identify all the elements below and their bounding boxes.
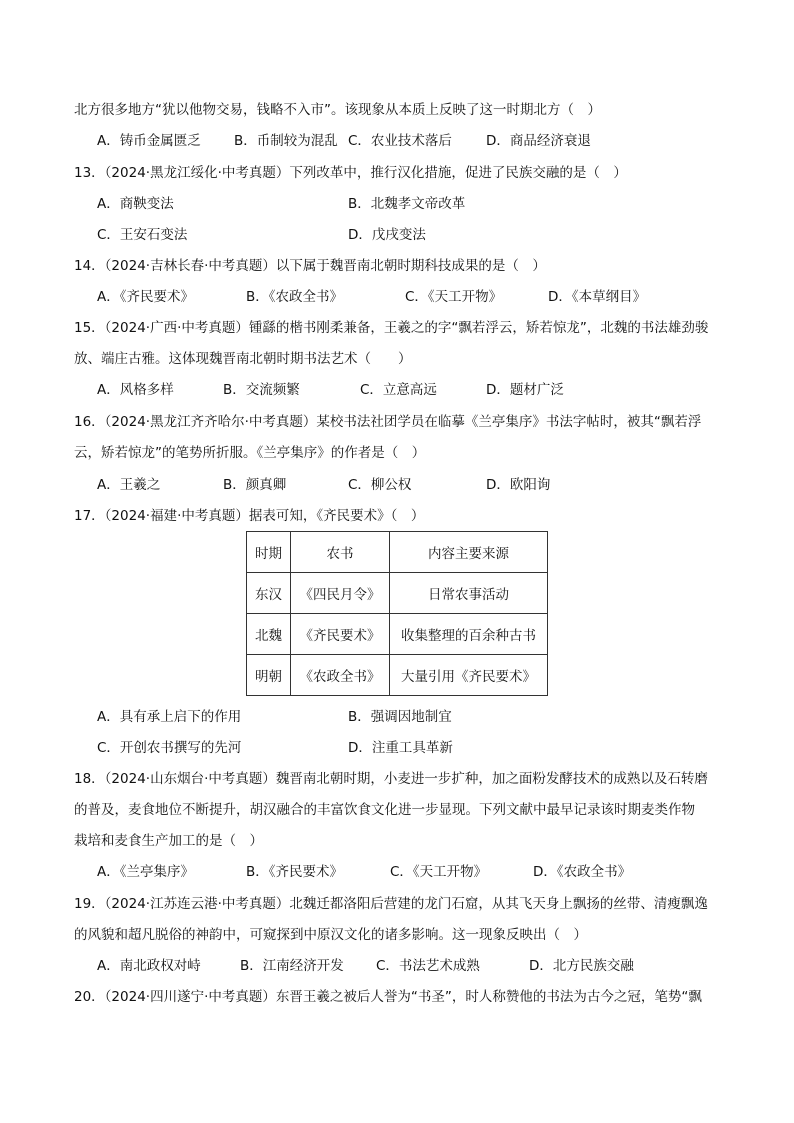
question-20-stem: 20．（2024·四川遂宁·中考真题）东晋王羲之被后人誉为“书圣”，时人称赞他的书法为古今之冠，笔势“飘 <box>74 989 702 1005</box>
question-19-option-b: B．江南经济开发 <box>240 958 344 974</box>
table-cell: 《农政全书》 <box>291 655 390 696</box>
table-header-row <box>247 532 548 573</box>
question-18-option-d: D．《农政全书》 <box>533 864 632 880</box>
question-16-option-a: A．王羲之 <box>97 477 161 493</box>
question-14-option-c: C．《天工开物》 <box>405 289 503 305</box>
question-12-option-a: A．铸币金属匮乏 <box>97 133 201 149</box>
question-15-option-a: A．风格多样 <box>97 382 174 398</box>
question-19-stem-line-2: 的风貌和超凡脱俗的神韵中，可窥探到中原汉文化的诸多影响。这一现象反映出（ ） <box>74 927 587 943</box>
question-12-option-c: C．农业技术落后 <box>348 133 452 149</box>
question-16-option-b: B．颜真卿 <box>223 477 287 493</box>
question-14-stem: 14．（2024·吉林长春·中考真题）以下属于魏晋南北朝时期科技成果的是（ ） <box>74 258 546 274</box>
table-row <box>247 655 548 696</box>
table-cell: 北魏 <box>247 614 291 655</box>
question-14-option-b: B．《农政全书》 <box>246 289 344 305</box>
question-17-option-d: D．注重工具革新 <box>348 740 453 756</box>
question-12-option-d: D．商品经济衰退 <box>486 133 591 149</box>
question-18-option-b: B．《齐民要术》 <box>246 864 344 880</box>
question-18-stem-line-1: 18．（2024·山东烟台·中考真题）魏晋南北朝时期，小麦进一步扩种，加之面粉发酵技术的成熟以及石转磨 <box>74 771 708 787</box>
table-row <box>247 614 548 655</box>
question-19-option-c: C．书法艺术成熟 <box>376 958 480 974</box>
table-cell: 收集整理的百余种古书 <box>390 614 548 655</box>
question-14-option-a: A．《齐民要术》 <box>97 289 194 305</box>
question-17-stem: 17．（2024·福建·中考真题）据表可知，《齐民要术》（ ） <box>74 508 425 524</box>
agriculture-book-table <box>246 531 548 696</box>
question-12-option-b: B．币制较为混乱 <box>234 133 338 149</box>
question-15-option-b: B．交流频繁 <box>223 382 300 398</box>
question-19-stem-line-1: 19．（2024·江苏连云港·中考真题）北魏迁都洛阳后营建的龙门石窟，从其飞天身上飘扬的丝带、清瘦飘逸 <box>74 896 708 912</box>
question-16-stem-line-1: 16．（2024·黑龙江齐齐哈尔·中考真题）某校书法社团学员在临摹《兰亭集序》书法字帖时，被其“飘若浮 <box>74 414 702 430</box>
question-14-option-d: D．《本草纲目》 <box>548 289 647 305</box>
question-13-option-d: D．戊戌变法 <box>348 227 426 243</box>
table-header-cell: 内容主要来源 <box>390 532 548 573</box>
question-17-option-c: C．开创农书撰写的先河 <box>97 740 242 756</box>
table-cell: 日常农事活动 <box>390 573 548 614</box>
question-13-option-c: C．王安石变法 <box>97 227 188 243</box>
question-15-option-d: D．题材广泛 <box>486 382 564 398</box>
table-cell: 东汉 <box>247 573 291 614</box>
table-row <box>247 573 548 614</box>
table-cell: 大量引用《齐民要术》 <box>390 655 548 696</box>
table-header-cell: 农书 <box>291 532 390 573</box>
question-17-option-b: B．强调因地制宜 <box>348 709 452 725</box>
question-18-stem-line-3: 栽培和麦食生产加工的是（ ） <box>74 833 263 849</box>
question-12-stem: 北方很多地方“犹以他物交易，钱略不入市”。该现象从本质上反映了这一时期北方（ ） <box>74 102 601 118</box>
question-16-option-d: D．欧阳询 <box>486 477 551 493</box>
table-header-cell: 时期 <box>247 532 291 573</box>
table-cell: 《齐民要术》 <box>291 614 390 655</box>
question-13-option-a: A．商鞅变法 <box>97 196 174 212</box>
question-17-option-a: A．具有承上启下的作用 <box>97 709 242 725</box>
question-15-option-c: C．立意高远 <box>360 382 437 398</box>
question-15-stem-line-2: 放、端庄古雅。这体现魏晋南北朝时期书法艺术（ ） <box>74 351 412 367</box>
question-16-stem-line-2: 云，矫若惊龙”的笔势所折服。《兰亭集序》的作者是（ ） <box>74 445 426 461</box>
question-18-stem-line-2: 的普及，麦食地位不断提升，胡汉融合的丰富饮食文化进一步显现。下列文献中最早记录该时期麦类作物 <box>74 802 695 818</box>
question-13-stem: 13．（2024·黑龙江绥化·中考真题）下列改革中，推行汉化措施，促进了民族交融的是（ ） <box>74 165 627 181</box>
question-15-stem-line-1: 15．（2024·广西·中考真题）锺繇的楷书刚柔兼备，王羲之的字“飘若浮云，矫若惊龙”，北魏的书法雄劲骏 <box>74 320 709 336</box>
question-16-option-c: C．柳公权 <box>348 477 412 493</box>
table-cell: 《四民月令》 <box>291 573 390 614</box>
table-cell: 明朝 <box>247 655 291 696</box>
question-18-option-a: A．《兰亭集序》 <box>97 864 194 880</box>
question-19-option-a: A．南北政权对峙 <box>97 958 201 974</box>
question-13-option-b: B．北魏孝文帝改革 <box>348 196 466 212</box>
question-19-option-d: D．北方民族交融 <box>529 958 634 974</box>
question-18-option-c: C．《天工开物》 <box>390 864 488 880</box>
